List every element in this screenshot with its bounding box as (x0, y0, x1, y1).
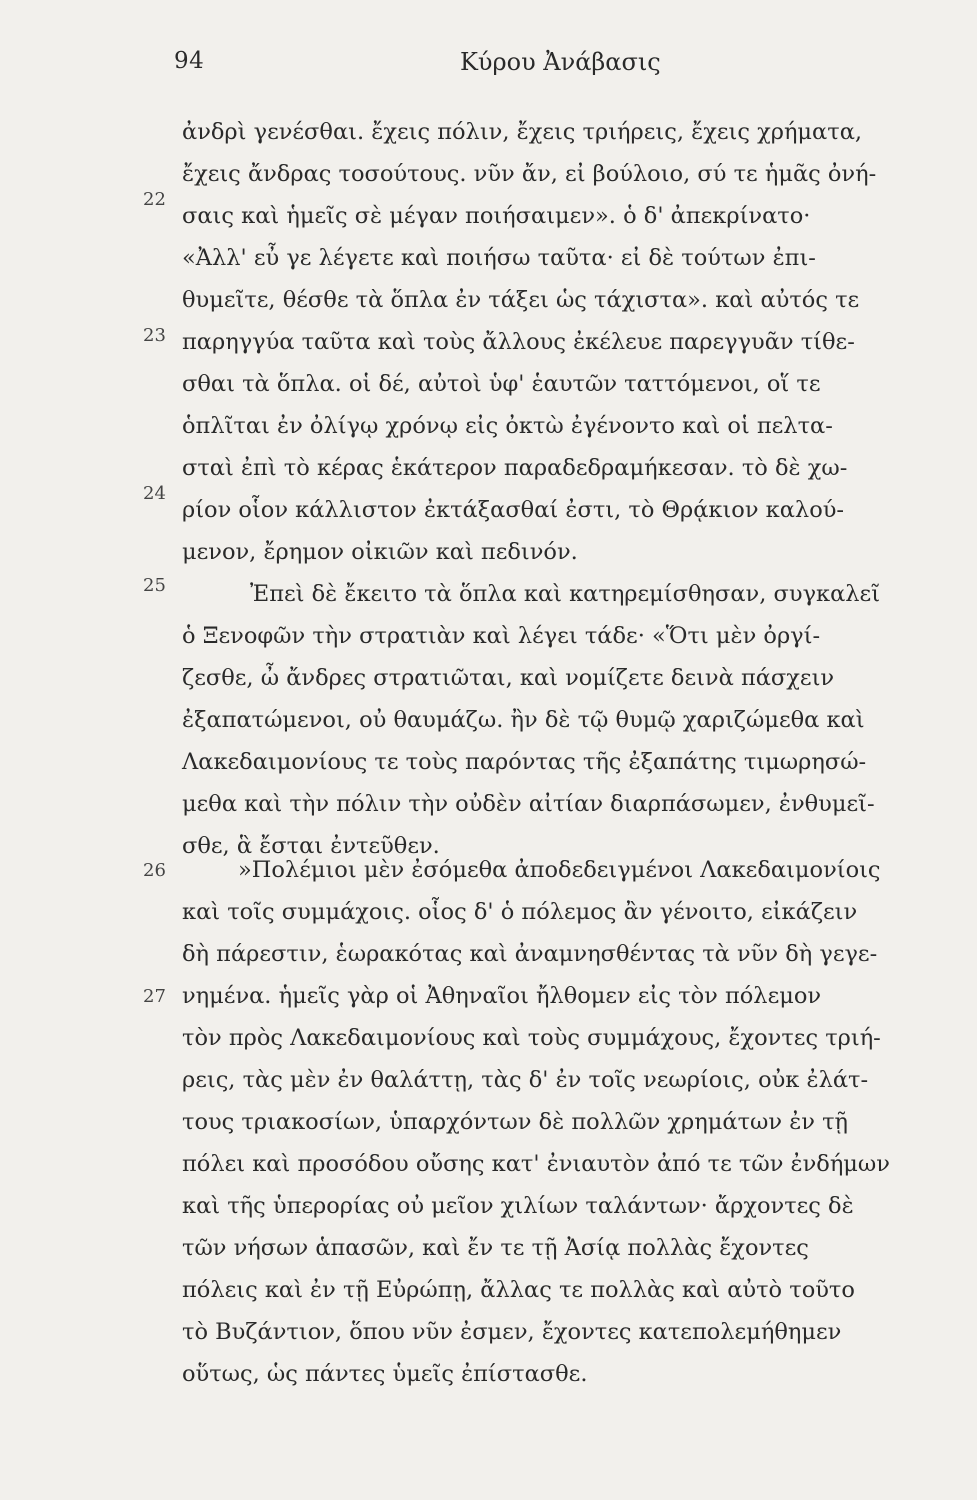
text-line: τὸν πρὸς Λακεδαιμονίους καὶ τοὺς συμμάχους, ἔχοντες τριή- (182, 1025, 881, 1051)
section-number-22: 22 (143, 189, 166, 210)
section-number-27: 27 (143, 986, 166, 1007)
text-line: σαις καὶ ἡμεῖς σὲ μέγαν ποιήσαιμεν». ὁ δ' ἀπεκρίνατο· (182, 203, 811, 229)
text-line: Ἐπεὶ δὲ ἔκειτο τὰ ὅπλα καὶ κατηρεμίσθησαν, συγκαλεῖ (250, 581, 881, 607)
text-line: μενον, ἔρημον οἰκιῶν καὶ πεδινόν. (182, 539, 578, 565)
text-line: ζεσθε, ὦ ἄνδρες στρατιῶται, καὶ νομίζετε δεινὰ πάσχειν (182, 665, 835, 691)
text-line: καὶ τοῖς συμμάχοις. οἷος δ' ὁ πόλεμος ἂν γένοιτο, εἰκάζειν (182, 899, 858, 925)
text-line: πόλεις καὶ ἐν τῇ Εὐρώπῃ, ἄλλας τε πολλὰς καὶ αὐτὸ τοῦτο (182, 1277, 855, 1303)
text-line: ἔχεις ἄνδρας τοσούτους. νῦν ἄν, εἰ βούλοιο, σύ τε ἡμᾶς ὀνή- (182, 161, 877, 187)
text-line: τους τριακοσίων, ὑπαρχόντων δὲ πολλῶν χρημάτων ἐν τῇ (182, 1109, 849, 1135)
text-line: ὁ Ξενοφῶν τὴν στρατιὰν καὶ λέγει τάδε· «Ὅτι μὲν ὀργί- (182, 623, 821, 649)
text-line: τῶν νήσων ἁπασῶν, καὶ ἔν τε τῇ Ἀσίᾳ πολλὰς ἔχοντες (182, 1235, 809, 1261)
text-line: πόλει καὶ προσόδου οὔσης κατ' ἐνιαυτὸν ἀπό τε τῶν ἐνδήμων (182, 1151, 890, 1177)
text-line: δὴ πάρεστιν, ἑωρακότας καὶ ἀναμνησθέντας τὰ νῦν δὴ γεγε- (182, 941, 878, 967)
section-number-25: 25 (143, 575, 166, 596)
section-number-26: 26 (143, 860, 166, 881)
text-line: ἀνδρὶ γενέσθαι. ἔχεις πόλιν, ἔχεις τριήρεις, ἔχεις χρήματα, (182, 119, 863, 145)
text-line: θυμεῖτε, θέσθε τὰ ὅπλα ἐν τάξει ὡς τάχιστα». καὶ αὐτός τε (182, 287, 860, 313)
text-line: ρεις, τὰς μὲν ἐν θαλάττῃ, τὰς δ' ἐν τοῖς νεωρίοις, οὐκ ἐλάτ- (182, 1067, 869, 1093)
text-line: σθε, ἃ ἔσται ἐντεῦθεν. (182, 833, 440, 859)
text-line: »Πολέμιοι μὲν ἐσόμεθα ἀποδεδειγμένοι Λακεδαιμονίοις (238, 857, 881, 883)
text-line: ρίον οἷον κάλλιστον ἐκτάξασθαί ἐστι, τὸ Θρᾴκιον καλού- (182, 497, 845, 523)
text-line: «Ἀλλ' εὖ γε λέγετε καὶ ποιήσω ταῦτα· εἰ δὲ τούτων ἐπι- (182, 245, 816, 271)
text-line: τὸ Βυζάντιον, ὅπου νῦν ἐσμεν, ἔχοντες κατεπολεμήθημεν (182, 1319, 842, 1345)
text-line: νημένα. ἡμεῖς γὰρ οἱ Ἀθηναῖοι ἤλθομεν εἰς τὸν πόλεμον (182, 983, 822, 1009)
text-line: ὁπλῖται ἐν ὀλίγῳ χρόνῳ εἰς ὀκτὼ ἐγένοντο καὶ οἱ πελτα- (182, 413, 833, 439)
text-line: μεθα καὶ τὴν πόλιν τὴν οὐδὲν αἰτίαν διαρπάσωμεν, ἐνθυμεῖ- (182, 791, 875, 817)
text-line: ἐξαπατώμενοι, οὐ θαυμάζω. ἢν δὲ τῷ θυμῷ χαριζώμεθα καὶ (182, 707, 865, 733)
text-line: καὶ τῆς ὑπερορίας οὐ μεῖον χιλίων ταλάντων· ἄρχοντες δὲ (182, 1193, 854, 1219)
page-number: 94 (174, 48, 205, 74)
text-line: παρηγγύα ταῦτα καὶ τοὺς ἄλλους ἐκέλευε παρεγγυᾶν τίθε- (182, 329, 855, 355)
text-line: οὕτως, ὡς πάντες ὑμεῖς ἐπίστασθε. (182, 1361, 588, 1387)
text-line: σταὶ ἐπὶ τὸ κέρας ἑκάτερον παραδεδραμήκεσαν. τὸ δὲ χω- (182, 455, 848, 481)
text-line: σθαι τὰ ὅπλα. οἱ δέ, αὐτοὶ ὑφ' ἑαυτῶν ταττόμενοι, οἵ τε (182, 371, 821, 397)
text-line: Λακεδαιμονίους τε τοὺς παρόντας τῆς ἐξαπάτης τιμωρησώ- (182, 749, 867, 775)
section-number-23: 23 (143, 325, 166, 346)
section-number-24: 24 (143, 483, 166, 504)
running-title: Κύρου Ἀνάβασις (460, 48, 661, 76)
